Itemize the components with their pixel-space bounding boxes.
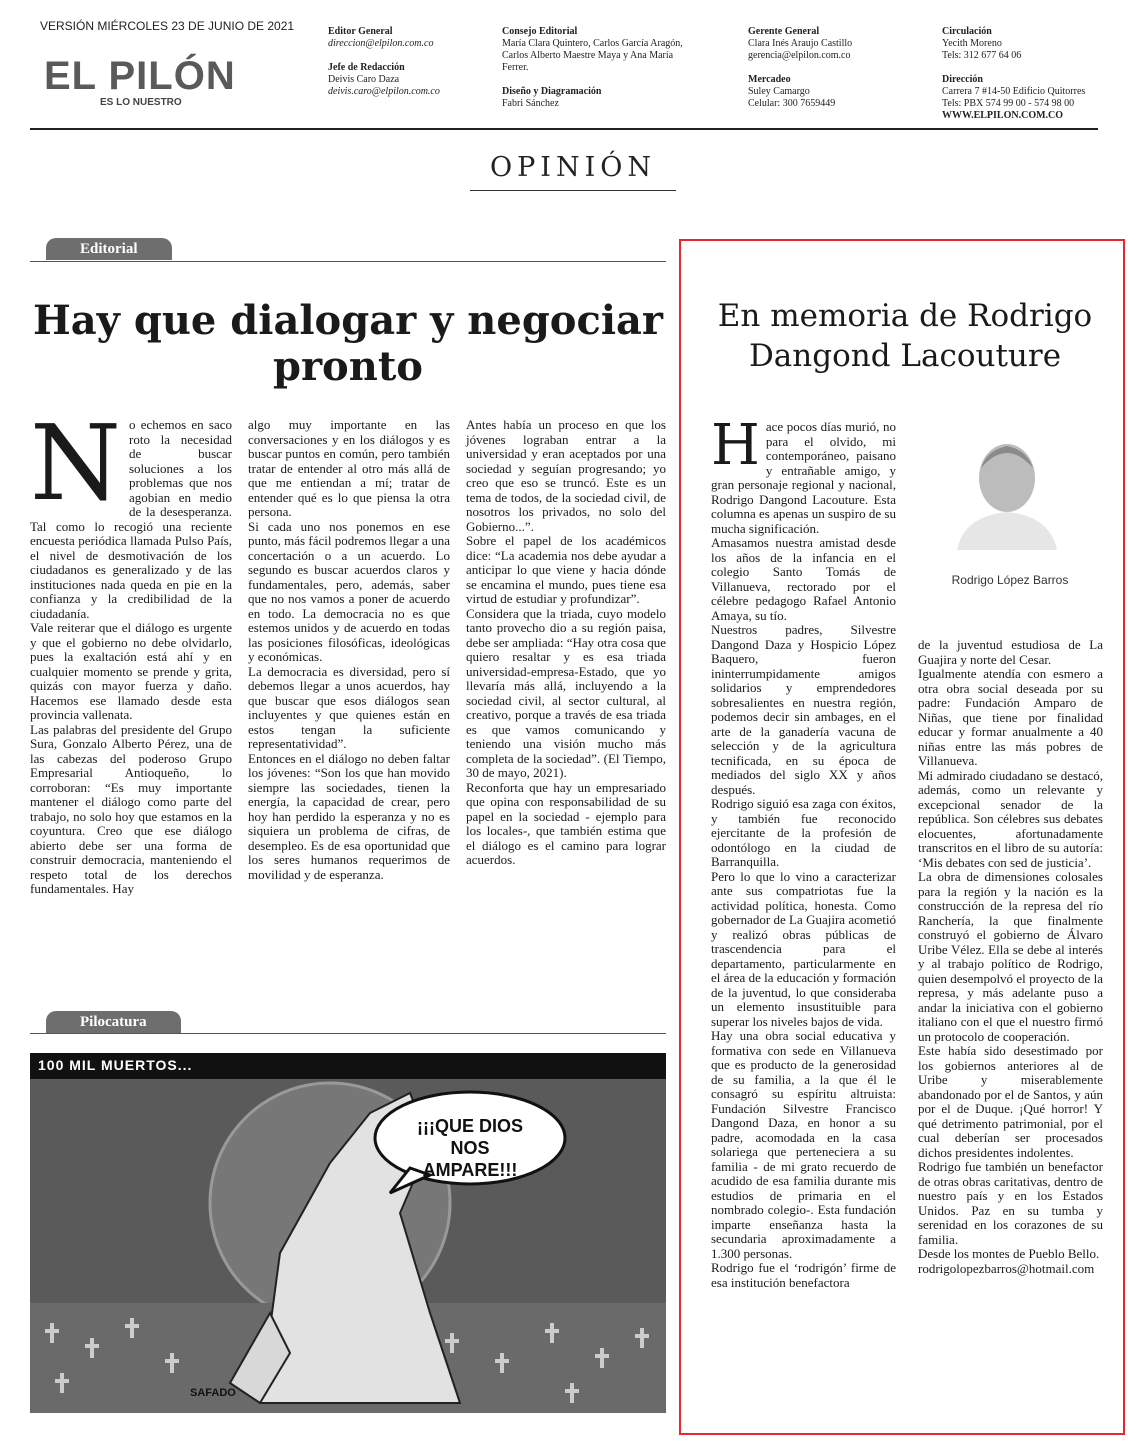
- paragraph: Sobre el papel de los académicos dice: “La academia nos debe ayudar a anticipar lo que viene y hacia dónde se encamina el mundo, pues tiene esa virtud de estudiar y profundizar”.: [466, 533, 666, 606]
- paragraph: Antes había un proceso en que los jóvenes lograban entrar a la universidad y eran aceptados por una sociedad y seguían progresando; yo creo que eso se truncó. Este es un tema de todos, de la sociedad civil, de nosotros los privados, no solo del Gobierno...”.: [466, 417, 666, 534]
- paragraph: Considera que la triada, cuyo modelo tanto provecho dio a su región paisa, debe ser ampliada: “Hay otra cosa que quiero resaltar y es esa triada universidad-empresa-Estado, que yo llevaría más allá, incluyendo a la sociedad civil, al sector cultural, al creativo, porque a través de esa triada es que vamos comunicando y teniendo una visión mucho más completa de la sociedad”. (El Tiempo, 30 de mayo, 2021).: [466, 605, 666, 780]
- paragraph: Desde los montes de Pueblo Bello.: [918, 1246, 1100, 1261]
- staff-title: Dirección: [942, 74, 983, 85]
- staff-title: Editor General: [328, 26, 393, 37]
- staff-line: Clara Inés Araujo Castillo: [748, 38, 853, 49]
- editorial-label: Editorial: [46, 238, 172, 260]
- author-portrait-icon: [952, 430, 1062, 550]
- paragraph: Reconforta que hay un empresariado que opina con responsabilidad de su papel en la sociedad - ejemplo para los locales-, que también estima que el diálogo es el camino para lograr acuerdos.: [466, 779, 666, 867]
- editorial-rule: [30, 261, 666, 262]
- staff-title: Gerente General: [748, 26, 820, 37]
- staff-title: Mercadeo: [748, 74, 791, 85]
- paragraph: ace pocos días murió, no para el olvido, mi contemporáneo, paisano y entrañable amigo, y gran personaje regional y nacional, Rodrigo Dangond Lacouture. Esta columna es apenas un suspiro de su mucha significación.: [711, 419, 896, 536]
- staff-title: Diseño y Diagramación: [502, 86, 602, 97]
- paragraph: Las palabras del presidente del Grupo Sura, Gonzalo Alberto Pérez, una de las cabezas del poderoso Grupo Empresarial Antioqueño, lo corroboran: “Es muy importante mantener el diálogo como parte del trabajo, no solo hoy que estamos en la coyuntura. Creo que ese diálogo abierto debe ser una forma de construir democracia, manteniendo el respeto total de los derechos fundamentales. Hay: [30, 721, 232, 896]
- paragraph: Igualmente atendía con esmero a otra obra social deseada por su padre: Fundación Amparo de Niñas, que tiene por finalidad educar y formar anualmente a 40 niñas entre las más pobres de Villanueva.: [918, 666, 1103, 768]
- cartoon-image: [30, 1053, 666, 1413]
- slogan: ES LO NUESTRO: [100, 97, 182, 108]
- dropcap: H: [711, 413, 760, 478]
- staff-line: Tels: 312 677 64 06: [942, 50, 1022, 61]
- staff-editor: [328, 26, 488, 98]
- paragraph: Este había sido desestimado por los gobiernos anteriores al de Uribe y miserablemente abandonado por el de Santos, y aún por el de Duque. ¡Qué horror! Y qué detrimento patrimonial, por el cual deberían ser procesados dichos presidentes indolentes.: [918, 1043, 1103, 1160]
- paragraph: de la juventud estudiosa de La Guajira y norte del Cesar.: [918, 637, 1103, 667]
- editorial-col-2: [248, 418, 450, 882]
- staff-line: Ferrer.: [502, 62, 529, 73]
- column-headline: En memoria de Rodrigo Dangond Lacouture: [717, 298, 1093, 374]
- staff-line: Deivis Caro Daza: [328, 74, 400, 85]
- staff-council: [502, 26, 722, 110]
- staff-line: Fabri Sánchez: [502, 98, 559, 109]
- staff-line: Carlos Alberto Maestre Maya y Ana María: [502, 50, 674, 61]
- cartoon-drawing: [30, 1053, 666, 1413]
- staff-line: deivis.caro@elpilon.com.co: [328, 86, 440, 97]
- paragraph: La democracia es diversidad, pero sí debemos llegar a unos acuerdos, hay que buscar que esos diálogos sean incluyentes y que quienes están en estos tengan la suficiente representatividad”.: [248, 663, 450, 751]
- paragraph: Pero lo que lo vino a caracterizar ante sus compatriotas fue la actividad política, honesta. Como gobernador de La Guajira acometió y realizó obras públicas de trascendencia para el departamento, particularmente en el área de la educación y formación de la juventud, lo que consideraba un elemento insustituible para superar los niveles bajos de vida.: [711, 868, 896, 1029]
- paragraph: Entonces en el diálogo no deben faltar los jóvenes: “Son los que han movido siempre las sociedades, tienen la energía, la capacidad de crear, pero hoy han perdido la esperanza y no es siquiera un problema de cifras, de desempleo. Es de esa oportunidad que los seres humanos requerimos de movilidad y de esperanza.: [248, 750, 450, 882]
- paragraph: Si cada uno nos ponemos en ese punto, más fácil podremos llegar a una concertación o a un acuerdo. Lo segundo es buscar acuerdos claros y fundamentales, pero, además, saber que no nos vamos a poner de acuerdo en todo. La democracia no es que estemos unidos y de acuerdo en todas las posiciones filosóficas, ideológicas y económicas.: [248, 518, 450, 664]
- speech-bubble-text: ¡¡¡QUE DIOS NOS AMPARE!!!: [417, 1116, 523, 1180]
- cartoon-caption: 100 MIL MUERTOS...: [38, 1057, 193, 1073]
- staff-manager: [748, 26, 918, 110]
- author-email-link[interactable]: rodrigolopezbarros@hotmail.com: [918, 1260, 1095, 1276]
- paragraph: Nuestros padres, Silvestre Dangond Daza y Hospicio López Baquero, fueron ininterrumpidamente amigos solidarios y emprendedores sobresalientes en nuestra región, podemos decir sin ambages, en el arte de la ganadería vacuna de selección y de la agricultura tecnificada, en su época de mediados del siglo XX y años después.: [711, 622, 896, 797]
- paragraph: Rodrigo fue el ‘rodrigón’ firme de esa institución benefactora: [711, 1260, 896, 1290]
- section-title-underline: [470, 190, 676, 191]
- paragraph: Mi admirado ciudadano se destacó, además, como un relevante y excepcional senador de la república. Son célebres sus debates elocuentes, afortunadamente transcritos en el libro de su autoría: ‘Mis debates con sed de justicia’.: [918, 767, 1103, 870]
- editorial-headline: Hay que dialogar y negociar pronto: [32, 297, 664, 390]
- author-name: Rodrigo López Barros: [951, 573, 1069, 587]
- masthead-rule: [30, 128, 1098, 130]
- staff-title: Circulación: [942, 26, 992, 37]
- paragraph: Rodrigo fue también un benefactor de otras obras caritativas, dentro de nuestro país y en los Estados Unidos. Paz en su tumba y serenidad en los corazones de su familia.: [918, 1159, 1103, 1247]
- section-title: OPINIÓN: [489, 152, 657, 183]
- paragraph: Rodrigo siguió esa zaga con éxitos, y también fue reconocido ejercitante de la profesión de odontólogo en la ciudad de Barranquilla.: [711, 796, 896, 869]
- paragraph: Amasamos nuestra amistad desde los años de la infancia en el colegio Santo Tomás de Villanueva, rectorado por el célebre pedagogo Rafael Antonio Amaya, su tío.: [711, 535, 896, 623]
- website-link[interactable]: WWW.ELPILON.COM.CO: [942, 110, 1064, 121]
- paragraph: o echemos en saco roto la necesidad de buscar soluciones a los problemas que nos agobian en medio de la desesperanza. Tal como lo recogió una reciente encuesta periódica llamada Pulso País, el nivel de desmotivación de los ciudadanos es generalizado y de las instituciones nada queda en pie en la confianza y la credibilidad de la ciudadanía.: [30, 417, 232, 621]
- dropcap: N: [30, 402, 121, 524]
- staff-line: Celular: 300 7659449: [748, 98, 836, 109]
- staff-line: direccion@elpilon.com.co: [328, 38, 434, 49]
- pilocatura-rule: [30, 1033, 666, 1034]
- column-col-1: [711, 413, 896, 1290]
- paragraph: La obra de dimensiones colosales para la región y la nación es la construcción de la represa del río Ranchería, la que finalmente construyó el gobierno de Álvaro Uribe Vélez. Ella se debe al interés y al trabajo político de Rodrigo, quien desempolvó el proyecto de la represa, y más adelante puso a andar la iniciativa con el gobierno italiano con el que el nuestro firmó un protocolo de cooperación.: [918, 869, 1103, 1044]
- staff-line: Tels: PBX 574 99 00 - 574 98 00: [942, 98, 1075, 109]
- paragraph: Hay una obra social educativa y formativa con sede en Villanueva que es producto de la generosidad de su familia, a la que él le consagró su espíritu altruista: Fundación Silvestre Francisco Dangond Daza, en honor a su padre, acomodada en la casa solariega que perteneciera a su familia - de mi grato recuerdo de acudido de esa familia durante mis estudios de primaria en el nombrado colegio-. Esta fundación imparte enseñanza hasta la secundaria aproximadamente a 1.300 personas.: [711, 1028, 896, 1261]
- column-col-2: [918, 638, 1103, 1276]
- paragraph: Vale reiterar que el diálogo es urgente y que el gobierno no debe olvidarlo, pues la exaltación está ahí y en cualquier momento se prende y grita, quizás con mayor fuerza y daño. Hacemos ese llamado desde esta provincia vallenata.: [30, 620, 232, 722]
- paragraph: algo muy importante en las conversaciones y en los diálogos y es buscar puntos en común, pero también tratar de entender al otro más allá de que me entiendan a mí; tratar de entender qué es lo que piensa la otra persona.: [248, 417, 450, 519]
- logo[interactable]: EL PILÓN: [44, 54, 236, 98]
- staff-title: Consejo Editorial: [502, 26, 578, 37]
- editorial-col-1: [30, 402, 232, 897]
- author-photo: [952, 430, 1062, 550]
- cartoon-signature: SAFADO: [190, 1387, 236, 1399]
- editorial-col-3: [466, 418, 666, 868]
- staff-line: María Clara Quintero, Carlos García Aragón,: [502, 38, 683, 49]
- edition-date: VERSIÓN MIÉRCOLES 23 DE JUNIO DE 2021: [40, 19, 295, 33]
- staff-line: gerencia@elpilon.com.co: [748, 50, 851, 61]
- staff-circulation: [942, 26, 1112, 122]
- pilocatura-label: Pilocatura: [46, 1011, 181, 1033]
- staff-line: Carrera 7 #14-50 Edificio Quitorres: [942, 86, 1086, 97]
- staff-line: Yecith Moreno: [942, 38, 1002, 49]
- staff-title: Jefe de Redacción: [328, 62, 405, 73]
- staff-line: Suley Camargo: [748, 86, 810, 97]
